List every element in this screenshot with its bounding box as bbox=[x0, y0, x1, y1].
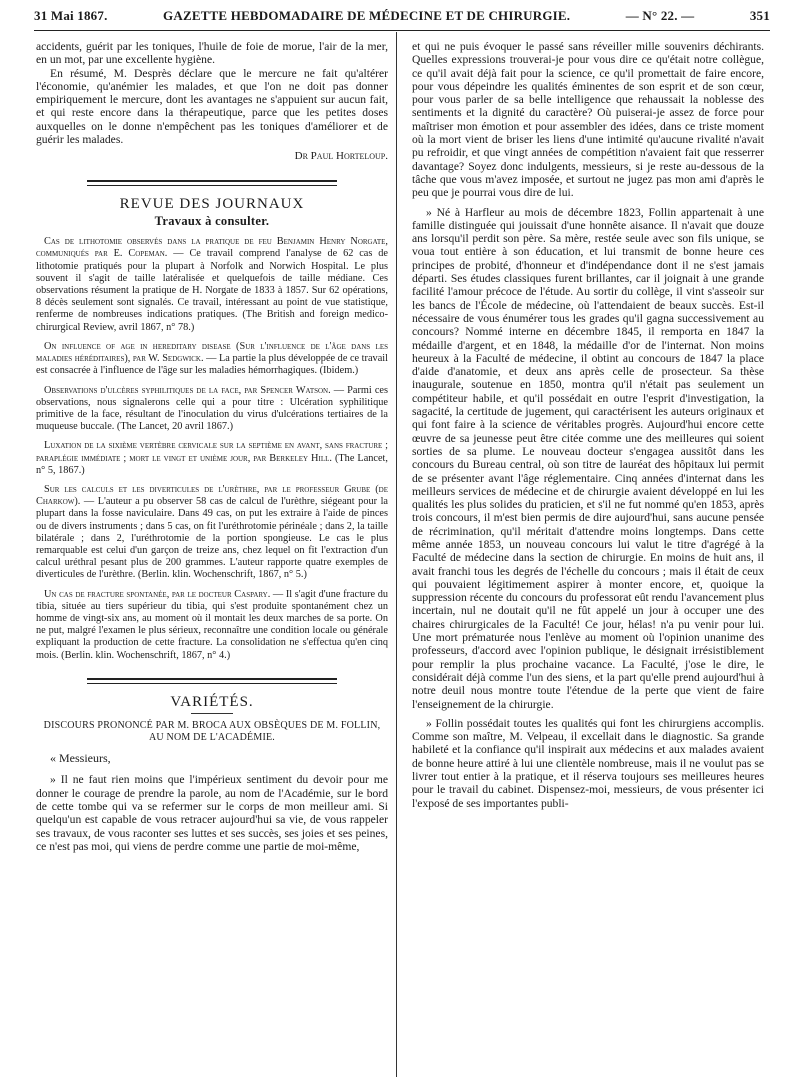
header-rule bbox=[34, 30, 770, 31]
revue-subtitle: Travaux à consulter. bbox=[154, 213, 270, 228]
abstract-item bbox=[36, 484, 388, 582]
column-divider bbox=[396, 32, 397, 1077]
abstract-item bbox=[36, 440, 388, 477]
intro-paragraph-1: accidents, guérit par les toniques, l'huile de foie de morue, l'air de la mer, en un mot, par une excellente hygiène. bbox=[36, 40, 388, 67]
left-column bbox=[36, 40, 388, 853]
abstract-body: — L'auteur a pu observer 58 cas de calcul de l'urèthre, siégeant pour la plupart dans la fosse naviculaire. Dans 49 cas, on put les extraire à l'aide de pinces ou de divers instruments ; dans 5 cas, on fit l'uréthrotomie périnéale ; dans 2, la taille bilatérale ; dans 2, l'uréthrotomie de la portion spongieuse. Le cas le plus remarquable est celui d'un garçon de treize ans, chez lequel on fit l'extraction d'un calcul uréthral pesant plus de 200 grammes. L'auteur rapporte quatre exemples de diverticules de l'urèthre. (Berlin. klin. Wochenschrift, 1867, n° 5.) bbox=[36, 496, 388, 581]
abstract-item bbox=[36, 385, 388, 434]
section-divider bbox=[87, 678, 337, 684]
abstract-lead: On influence of age in hereditary disease (Sur l'influence de l'âge dans les maladies héréditaires), par W. Sedgwick. bbox=[36, 340, 388, 365]
author-signature: Dr Paul Horteloup. bbox=[294, 150, 388, 163]
section-divider bbox=[87, 180, 337, 186]
abstract-body: — Il s'agit d'une fracture du tibia, située au tiers supérieur du tibia, qui s'est produite spontanément chez un homme de vingt-six ans, au moment où il montait les deux marches de sa porte. On ne put, malgré l'examen le plus sérieux, reconnaître une condition locale ou générale expliquant la production de cette fracture. La consolidation ne s'effectua qu'en cinq mois. (Berlin. klin. Wochenschrift, 1867, n° 4.) bbox=[36, 588, 389, 661]
running-header bbox=[34, 4, 770, 28]
abstract-body: — Parmi ces observations, nous signalerons celle qui a pour titre : Ulcération syphilitique primitive de la face, résultant de l'inoculation du virus d'ulcérations tertiaires de la muqueuse buccale. (The Lancet, 20 avril 1867.) bbox=[36, 384, 388, 433]
abstract-body: — Ce travail comprend l'analyse de 62 cas de lithotomie pratiqués pour la plupart à Norfolk and Norwich Hospital. Le plus souvent il s'agit de taille latéralisée et quelquefois de taille médiane. Ces observations résument la pratique de H. Norgate de 1833 à 1857. Sur 62 opérations, 8 décès seulement sont signalés. Ce travail, intéressant au point de vue statistique, renferme de nombreuses indications pratiques. (The British and foreign medico-chirurgical Review, avril 1867, n° 78.) bbox=[36, 248, 388, 333]
abstract-lead: Observations d'ulcères syphilitiques de la face, par Spencer Watson. bbox=[44, 384, 331, 396]
abstract-lead: Un cas de fracture spontanée, par le docteur Caspary. bbox=[44, 588, 271, 600]
revue-section-title: REVUE DES JOURNAUX bbox=[119, 195, 305, 212]
abstract-item bbox=[36, 341, 388, 378]
speech-salutation: « Messieurs, bbox=[50, 751, 111, 766]
abstract-body: (The Lancet, n° 5, 1867.) bbox=[36, 452, 388, 476]
intro-paragraph-2: En résumé, M. Desprès déclare que le mercure ne fait qu'altérer l'économie, qu'anémier les malades, et que l'on ne doit pas donner empiriquement le mercure, dont les avantages ne s'appuient sur aucun fait, et qui reste encore dans la thérapeutique, parce que les petites doses auxquelles on le donne n'empêchent pas les toniques d'améliorer et de guérir les malades. bbox=[36, 66, 388, 147]
speech-paragraph-4: » Follin possédait toutes les qualités qui font les chirurgiens accomplis. Comme son maître, M. Velpeau, il excellait dans le diagnostic. Sa grande habileté et la confiance qu'il inspirait aux médecins et aux malades avaient de bonne heure attiré à lui une clientèle nombreuse, mais il ne voulut pas se livrer tout entier à la pratique, et il réserva toujours ses meilleures heures pour le travail du cabinet. Dispensez-moi, messieurs, de vous présenter ici l'exposé de ses importantes publi- bbox=[412, 716, 764, 810]
speech-heading: DISCOURS PRONONCÉ PAR M. BROCA AUX OBSÈQUES DE M. FOLLIN, AU NOM DE L'ACADÉMIE. bbox=[43, 720, 381, 744]
speech-paragraph-2: et qui ne puis évoquer le passé sans réveiller mille souvenirs déchirants. Quelles expressions trouverai-je pour vous dire ce qu'était notre collègue, ce qu'il avait déjà fait pour la science, ce qu'il promettait de faire encore, pour vous dépeindre les qualités éminentes de son esprit et de son cœur, pour vous parler de sa belle intelligence que rehaussait la noblesse des sentiments et la dignité du caractère? Où puiserai-je assez de force pour maîtriser mon émotion et pour assembler des idées, dans ce triste moment où la mort vient de briser les liens d'une intimité qu'aucune rivalité n'avait pu refroidir, et que vingt années de compétition n'avaient fait que resserrer davantage? Soyez donc indulgents, messieurs, si je reste au-dessous de la tâche que vous m'avez imposée, et surtout ne jugez pas mon ami d'après le peu que je pourrai vous dire de lui. bbox=[412, 40, 764, 200]
header-page-number: 351 bbox=[749, 8, 770, 23]
abstract-lead: Luxation de la sixième vertèbre cervicale sur la septième en avant, sans fracture ; paraplégie immédiate ; mort le vingt et unième jour, par Berkeley Hill. bbox=[36, 440, 388, 464]
abstract-lead: Cas de lithotomie observés dans la pratique de feu Benjamin Henry Norgate, communiqués par E. Copeman. bbox=[36, 236, 388, 260]
abstract-item bbox=[36, 236, 388, 334]
varietes-section-title: VARIÉTÉS. bbox=[170, 693, 254, 710]
speech-paragraph-1: » Il ne faut rien moins que l'impérieux sentiment du devoir pour me donner le courage de prendre la parole, au nom de l'Académie, sur le bord de cette tombe qui va se refermer sur le corps de mon meilleur ami. Si quelqu'un est capable de vous retracer aujourd'hui sa vie, de vous rappeler ses travaux, de vous raconter ses luttes et ses succès, ses joies et ses peines, ce n'est pas moi, qui viens de perdre comme une partie de moi-même, bbox=[36, 773, 388, 853]
right-column bbox=[412, 40, 764, 816]
header-issue: — N° 22. — bbox=[625, 8, 695, 23]
title-underline bbox=[191, 713, 233, 714]
header-date: 31 Mai 1867. bbox=[34, 8, 108, 23]
speech-paragraph-3: » Né à Harfleur au mois de décembre 1823, Follin appartenait à une famille distinguée qui jouissait d'une honnête aisance. Il n'avait que douze ans lorsqu'il perdit son père. Sa mère, restée seule avec son fils unique, se voua tout entière à son éducation, et lui transmit de bonne heure ces principes de probité, d'honneur et d'indépendance dont il ne s'est jamais départi. Ses études classiques furent brillantes, car il joignait à une grande facilité l'amour précoce de l'étude. Au sortir du collège, il vint s'asseoir sur les bancs de l'École de médecine, où l'attendaient de beaux succès. Est-il nécessaire de vous énumérer tous les grades qu'il gagna successivement au concours? Nommé interne en décembre 1845, il remporta en 1847 la médaille d'argent, et en 1848, la médaille d'or de l'internat. Non moins heureux à la Faculté de médecine, il obtint au concours de 1847 la place d'aide d'anatomie, et deux ans après celle de prosecteur. Sa thèse inaugurale, soutenue en 1850, montra qu'il n'était pas seulement un compétiteur habile, et qu'il possédait en outre l'esprit d'investigation, la sagacité, la certitude de jugement, qui caractérisent les auteurs originaux et qui font faire à la science de véritables progrès. Aujourd'hui encore cette œuvre de sa jeunesse peut être citée comme une des meilleures qui soient sorties de sa plume. Le nouveau docteur s'engagea aussitôt dans les concours du Bureau central, où son titre de lauréat des hôpitaux lui permit de se présenter avant l'âge réglementaire. Cinq années d'internat dans les meilleurs services de médecine et de chirurgie avaient développé en lui les qualités les plus solides du praticien, et s'il ne fut nommé qu'en 1853, après trois concours, il m'est bien permis de dire aujourd'hui, sans aucune pensée de récrimination, qu'il méritait d'attendre moins longtemps. Dans cette même année 1853, un nouveau concours lui valut le titre d'agrégé à la Faculté de médecine dans la section de chirurgie. En moins de huit ans, il avait franchi tous les degrés de l'échelle du concours ; mais il était de ceux qui pouvaient légitimement aspirer à monter encore, et, quoique la suppression récente du concours du professorat eût rendu l'avancement plus incertain, nul ne doutait qu'il ne fût appelé un jour à occuper une des chaires chirurgicales de la Faculté! Ce jour, hélas! n'a pu venir pour lui. Une mort prématurée nous l'enlève au moment où l'opinion unanime des professeurs, d'accord avec l'opinion publique, le désignait irrésistiblement pour remplir la plus prochaine vacance. La Faculté, j'ose le dire, le considérait déjà comme l'un des siens, et la part qu'elle prend aujourd'hui à notre deuil nous montre toute l'étendue de la perte que vient de faire l'enseignement de la chirurgie. bbox=[412, 205, 764, 711]
abstract-item bbox=[36, 589, 388, 662]
header-title: GAZETTE HEBDOMADAIRE DE MÉDECINE ET DE CHIRURGIE. bbox=[163, 8, 571, 23]
abstract-lead: Sur les calculs et les diverticules de l'urèthre, par le professeur Grube (de Charkow). bbox=[36, 483, 388, 508]
abstract-body: — La partie la plus développée de ce travail est consacrée à l'influence de l'âge sur les maladies hémorrhagiques. (Ibidem.) bbox=[36, 353, 388, 377]
